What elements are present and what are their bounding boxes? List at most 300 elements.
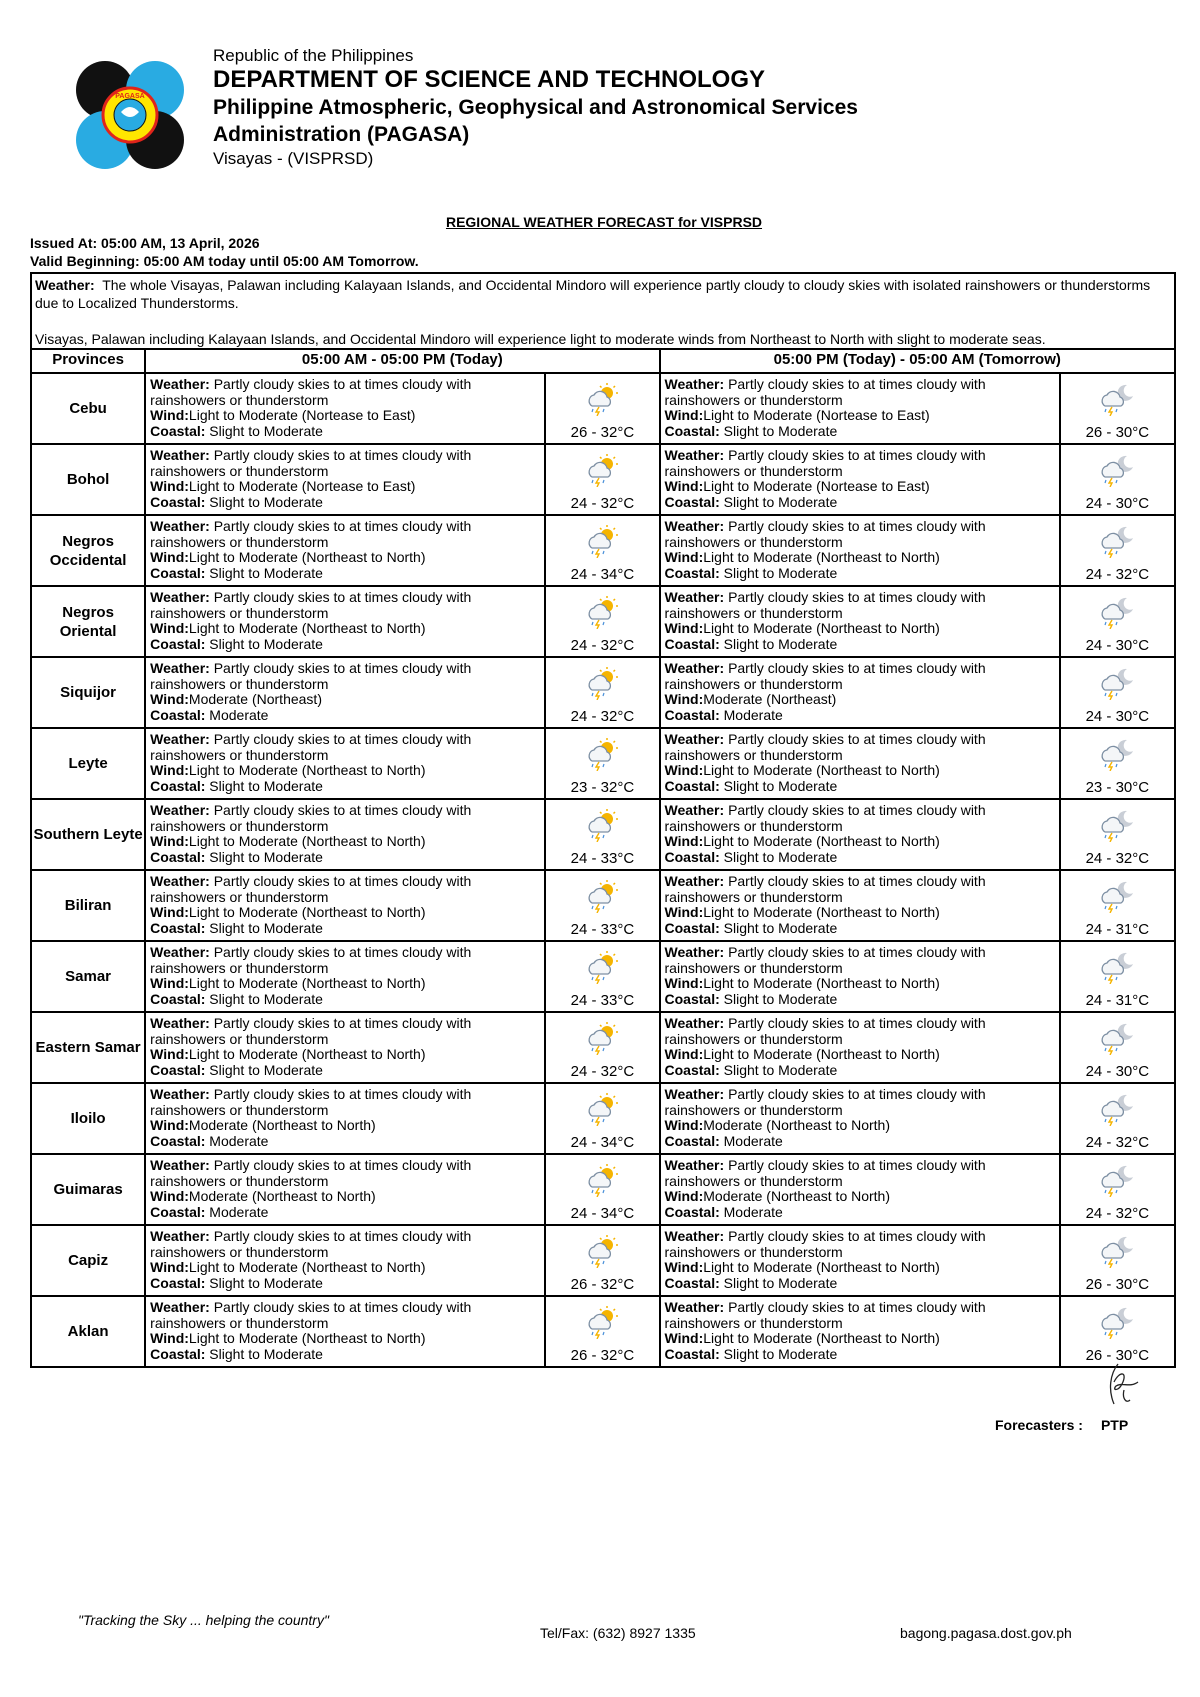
coastal-text: Moderate [209,1132,269,1149]
temp-tonight: 24 - 31°C [1085,992,1150,1009]
day-thunderstorm-icon [584,1021,620,1055]
coastal-label: Coastal: [664,777,720,794]
tonight-forecast [660,515,1060,586]
coastal-label: Coastal: [664,422,720,439]
tonight-icon-cell [1060,728,1175,799]
province-name: Negros Occidental [31,515,145,586]
wind-label: Wind: [150,549,189,565]
coastal-text: Slight to Moderate [209,1345,323,1362]
table-row [31,799,1175,870]
coastal-label: Coastal: [664,493,720,510]
night-thunderstorm-icon [1099,1021,1135,1055]
table-row [31,586,1175,657]
weather-text: Partly cloudy skies to at times cloudy with rainshowers or thunderstorm [150,873,472,905]
weather-label: Weather: [150,802,210,818]
forecaster-signature [1100,1360,1160,1410]
province-name: Eastern Samar [31,1012,145,1083]
coastal-label: Coastal: [664,564,720,581]
coastal-text: Slight to Moderate [723,564,838,581]
tonight-icon-cell [1060,586,1175,657]
night-thunderstorm-icon [1099,382,1135,416]
temp-tonight: 24 - 30°C [1085,495,1150,512]
weather-text: Partly cloudy skies to at times cloudy with rainshowers or thunderstorm [664,589,986,621]
region-line: Visayas - (VISPRSD) [213,149,374,168]
night-thunderstorm-icon [1099,808,1135,842]
coastal-text: Slight to Moderate [723,1345,838,1362]
today-icon-cell [545,870,659,941]
wind-label: Wind: [664,1259,704,1275]
coastal-text: Slight to Moderate [723,635,838,652]
wind-text: Moderate (Northeast to North) [188,1117,376,1133]
coastal-text: Slight to Moderate [209,1061,323,1078]
tonight-icon-cell [1060,1154,1175,1225]
today-icon-cell [545,373,659,444]
wind-text: Light to Moderate (Nortease to East) [703,407,930,423]
wind-text: Light to Moderate (Northeast to North) [703,1330,940,1346]
table-row [31,1154,1175,1225]
wind-text: Light to Moderate (Northeast to North) [703,904,940,920]
tonight-icon-cell [1060,1012,1175,1083]
footer-motto: "Tracking the Sky ... helping the country" [78,1612,329,1628]
weather-label: Weather: [150,376,210,392]
night-thunderstorm-icon [1099,1163,1135,1197]
table-row [31,515,1175,586]
province-name: Aklan [31,1296,145,1367]
weather-label: Weather: [664,1299,725,1315]
tonight-icon-cell [1060,373,1175,444]
table-row [31,373,1175,444]
table-row [31,941,1175,1012]
temp-today: 26 - 32°C [570,424,635,441]
today-icon-cell [545,728,659,799]
table-row [31,657,1175,728]
table-row [31,444,1175,515]
coastal-label: Coastal: [150,919,206,936]
weather-text: Partly cloudy skies to at times cloudy with rainshowers or thunderstorm [150,731,472,763]
wind-label: Wind: [664,975,704,991]
weather-label: Weather: [150,1299,210,1315]
tonight-forecast [660,586,1060,657]
col-provinces: Provinces [31,349,145,373]
coastal-text: Slight to Moderate [209,493,323,510]
night-thunderstorm-icon [1099,595,1135,629]
today-forecast [145,1083,545,1154]
weather-label: Weather: [664,944,725,960]
weather-text: Partly cloudy skies to at times cloudy with rainshowers or thunderstorm [150,1086,472,1118]
table-row [31,1012,1175,1083]
coastal-label: Coastal: [150,990,206,1007]
coastal-text: Moderate [723,706,783,723]
valid-beginning [30,252,419,270]
issued-value: 05:00 AM, 13 April, 2026 [101,235,260,251]
issued-at [30,234,419,252]
wind-text: Moderate (Northeast) [188,691,322,707]
province-name: Leyte [31,728,145,799]
tonight-icon-cell [1060,444,1175,515]
coastal-text: Slight to Moderate [209,564,323,581]
weather-label: Weather: [664,731,725,747]
day-thunderstorm-icon [584,1234,620,1268]
wind-text: Moderate (Northeast to North) [703,1188,891,1204]
weather-label: Weather: [664,802,725,818]
weather-label: Weather: [150,1157,210,1173]
temp-tonight: 24 - 32°C [1085,850,1150,867]
coastal-text: Slight to Moderate [723,493,838,510]
weather-label: Weather: [664,1157,725,1173]
coastal-label: Coastal: [150,493,206,510]
summary-paragraph-2: Visayas, Palawan including Kalayaan Islands, and Occidental Mindoro will experience light to moderate winds from Northeast to North with slight to moderate seas. [35,331,1046,347]
weather-label: Weather: [664,518,725,534]
weather-text: Partly cloudy skies to at times cloudy with rainshowers or thunderstorm [664,376,986,408]
today-forecast [145,444,545,515]
weather-summary [30,272,1176,348]
coastal-text: Slight to Moderate [723,422,838,439]
weather-text: Partly cloudy skies to at times cloudy with rainshowers or thunderstorm [150,589,472,621]
coastal-text: Moderate [723,1203,783,1220]
temp-today: 24 - 33°C [570,921,635,938]
today-forecast [145,799,545,870]
today-forecast [145,1296,545,1367]
weather-text: Partly cloudy skies to at times cloudy with rainshowers or thunderstorm [664,1157,986,1189]
night-thunderstorm-icon [1099,666,1135,700]
weather-text: Partly cloudy skies to at times cloudy with rainshowers or thunderstorm [664,447,986,479]
today-forecast [145,586,545,657]
wind-label: Wind: [664,833,704,849]
wind-label: Wind: [664,691,704,707]
weather-text: Partly cloudy skies to at times cloudy with rainshowers or thunderstorm [150,802,472,834]
today-icon-cell [545,1154,659,1225]
coastal-label: Coastal: [664,1061,720,1078]
today-icon-cell [545,1225,659,1296]
day-thunderstorm-icon [584,1092,620,1126]
weather-text: Partly cloudy skies to at times cloudy with rainshowers or thunderstorm [664,802,986,834]
day-thunderstorm-icon [584,737,620,771]
weather-text: Partly cloudy skies to at times cloudy with rainshowers or thunderstorm [664,1015,986,1047]
temp-today: 24 - 34°C [570,566,635,583]
table-row [31,1225,1175,1296]
wind-label: Wind: [664,762,704,778]
coastal-text: Slight to Moderate [723,1274,838,1291]
province-name: Negros Oriental [31,586,145,657]
coastal-label: Coastal: [150,1274,206,1291]
coastal-label: Coastal: [150,706,206,723]
wind-label: Wind: [150,762,189,778]
weather-text: Partly cloudy skies to at times cloudy with rainshowers or thunderstorm [150,447,472,479]
agency-name-line2: Administration (PAGASA) [213,123,470,146]
temp-tonight: 24 - 32°C [1085,1134,1150,1151]
valid-label: Valid Beginning: [30,253,140,269]
coastal-text: Slight to Moderate [209,848,323,865]
weather-text: Partly cloudy skies to at times cloudy with rainshowers or thunderstorm [664,731,986,763]
summary-paragraph-1 [35,276,1171,312]
issue-info [30,234,419,270]
coastal-label: Coastal: [150,848,206,865]
weather-label: Weather: [150,873,210,889]
wind-text: Moderate (Northeast to North) [703,1117,891,1133]
wind-text: Light to Moderate (Northeast to North) [188,975,426,991]
coastal-label: Coastal: [150,1203,206,1220]
coastal-text: Slight to Moderate [723,990,838,1007]
valid-value: 05:00 AM today until 05:00 AM Tomorrow. [143,253,419,269]
wind-text: Light to Moderate (Northeast to North) [188,549,426,565]
temp-today: 24 - 34°C [570,1205,635,1222]
coastal-text: Moderate [723,1132,783,1149]
today-forecast [145,1154,545,1225]
temp-tonight: 24 - 30°C [1085,708,1150,725]
wind-text: Light to Moderate (Northeast to North) [703,620,940,636]
weather-text: Partly cloudy skies to at times cloudy with rainshowers or thunderstorm [150,944,472,976]
weather-label: Weather: [150,589,210,605]
night-thunderstorm-icon [1099,1092,1135,1126]
tonight-forecast [660,1154,1060,1225]
temp-today: 24 - 33°C [570,992,635,1009]
night-thunderstorm-icon [1099,524,1135,558]
weather-label: Weather: [664,447,725,463]
wind-label: Wind: [150,1330,189,1346]
today-forecast [145,515,545,586]
weather-label: Weather: [664,1086,725,1102]
wind-text: Light to Moderate (Northeast to North) [188,1330,426,1346]
temp-today: 24 - 33°C [570,850,635,867]
forecast-title-text: REGIONAL WEATHER FORECAST for VISPRSD [445,214,763,230]
temp-today: 23 - 32°C [570,779,635,796]
table-header-row [31,349,1175,373]
wind-text: Light to Moderate (Northeast to North) [188,833,426,849]
tonight-icon-cell [1060,799,1175,870]
wind-text: Light to Moderate (Northeast to North) [188,904,426,920]
tonight-icon-cell [1060,870,1175,941]
day-thunderstorm-icon [584,808,620,842]
logo-lettering: PAGASA [115,93,145,100]
weather-text: Partly cloudy skies to at times cloudy with rainshowers or thunderstorm [150,1228,472,1260]
wind-label: Wind: [150,1188,189,1204]
today-icon-cell [545,1296,659,1367]
temp-tonight: 26 - 30°C [1085,424,1150,441]
summary-text-1: The whole Visayas, Palawan including Kalayaan Islands, and Occidental Mindoro will experience partly cloudy to cloudy skies with isolated rainshowers or thunderstorms due to Localized Thunderstorms. [35,277,1151,311]
day-thunderstorm-icon [584,382,620,416]
temp-today: 26 - 32°C [570,1276,635,1293]
today-forecast [145,728,545,799]
weather-label: Weather: [664,1228,725,1244]
temp-tonight: 26 - 30°C [1085,1347,1150,1364]
coastal-label: Coastal: [150,422,206,439]
province-name: Guimaras [31,1154,145,1225]
coastal-label: Coastal: [150,1132,206,1149]
coastal-label: Coastal: [150,564,206,581]
night-thunderstorm-icon [1099,453,1135,487]
coastal-label: Coastal: [664,1203,720,1220]
tonight-forecast [660,1296,1060,1367]
wind-text: Light to Moderate (Northeast to North) [703,1046,940,1062]
forecast-title [0,214,1200,230]
temp-tonight: 23 - 30°C [1085,779,1150,796]
forecast-table [30,348,1176,1368]
wind-label: Wind: [664,620,704,636]
wind-label: Wind: [150,904,189,920]
coastal-text: Moderate [209,706,269,723]
coastal-text: Slight to Moderate [723,777,838,794]
day-thunderstorm-icon [584,595,620,629]
coastal-label: Coastal: [664,706,720,723]
temp-tonight: 24 - 30°C [1085,637,1150,654]
day-thunderstorm-icon [584,453,620,487]
coastal-text: Slight to Moderate [209,990,323,1007]
night-thunderstorm-icon [1099,1234,1135,1268]
letterhead [75,46,975,186]
wind-text: Light to Moderate (Northeast to North) [703,1259,940,1275]
wind-text: Moderate (Northeast to North) [188,1188,376,1204]
weather-text: Partly cloudy skies to at times cloudy with rainshowers or thunderstorm [664,944,986,976]
weather-label: Weather: [150,1086,210,1102]
forecasters [995,1417,1128,1433]
wind-text: Light to Moderate (Northeast to North) [188,1046,426,1062]
weather-text: Partly cloudy skies to at times cloudy with rainshowers or thunderstorm [150,1299,472,1331]
wind-label: Wind: [150,620,189,636]
wind-text: Light to Moderate (Northeast to North) [703,549,940,565]
weather-text: Partly cloudy skies to at times cloudy with rainshowers or thunderstorm [150,1015,472,1047]
forecast-table-body [31,373,1175,1367]
col-tonight: 05:00 PM (Today) - 05:00 AM (Tomorrow) [660,349,1175,373]
tonight-forecast [660,941,1060,1012]
temp-today: 24 - 32°C [570,708,635,725]
coastal-label: Coastal: [664,848,720,865]
today-icon-cell [545,1083,659,1154]
coastal-text: Slight to Moderate [209,1274,323,1291]
coastal-text: Slight to Moderate [209,635,323,652]
wind-label: Wind: [150,1117,189,1133]
today-forecast [145,657,545,728]
weather-text: Partly cloudy skies to at times cloudy with rainshowers or thunderstorm [664,873,986,905]
province-name: Biliran [31,870,145,941]
department-name: DEPARTMENT OF SCIENCE AND TECHNOLOGY [213,66,766,93]
today-icon-cell [545,515,659,586]
province-name: Cebu [31,373,145,444]
wind-text: Light to Moderate (Nortease to East) [188,478,416,494]
wind-label: Wind: [150,691,189,707]
weather-label: Weather: [150,1228,210,1244]
today-forecast [145,373,545,444]
wind-label: Wind: [664,407,704,423]
wind-label: Wind: [664,1046,704,1062]
tonight-icon-cell [1060,1083,1175,1154]
today-icon-cell [545,1012,659,1083]
day-thunderstorm-icon [584,666,620,700]
weather-text: Partly cloudy skies to at times cloudy with rainshowers or thunderstorm [150,660,472,692]
temp-tonight: 24 - 31°C [1085,921,1150,938]
wind-label: Wind: [150,833,189,849]
wind-text: Light to Moderate (Nortease to East) [188,407,416,423]
night-thunderstorm-icon [1099,1305,1135,1339]
forecasters-label: Forecasters : [995,1417,1083,1433]
today-forecast [145,941,545,1012]
weather-label: Weather: [150,447,210,463]
agency-name-line1: Philippine Atmospheric, Geophysical and Astronomical Services [213,96,858,119]
day-thunderstorm-icon [584,879,620,913]
republic-line: Republic of the Philippines [213,46,414,65]
wind-label: Wind: [664,1188,704,1204]
province-name: Iloilo [31,1083,145,1154]
wind-label: Wind: [664,904,704,920]
weather-label: Weather: [150,944,210,960]
wind-label: Wind: [664,549,704,565]
weather-text: Partly cloudy skies to at times cloudy with rainshowers or thunderstorm [664,1086,986,1118]
today-icon-cell [545,586,659,657]
wind-label: Wind: [664,1330,704,1346]
coastal-text: Slight to Moderate [723,1061,838,1078]
day-thunderstorm-icon [584,1305,620,1339]
today-icon-cell [545,444,659,515]
temp-tonight: 26 - 30°C [1085,1276,1150,1293]
tonight-forecast [660,728,1060,799]
temp-today: 24 - 34°C [570,1134,635,1151]
coastal-label: Coastal: [664,990,720,1007]
wind-label: Wind: [150,975,189,991]
weather-label: Weather: [150,660,210,676]
today-icon-cell [545,799,659,870]
wind-text: Light to Moderate (Northeast to North) [188,620,426,636]
table-row [31,728,1175,799]
day-thunderstorm-icon [584,1163,620,1197]
pagasa-logo [75,60,185,170]
col-today: 05:00 AM - 05:00 PM (Today) [145,349,659,373]
temp-today: 24 - 32°C [570,637,635,654]
weather-label: Weather: [664,1015,725,1031]
temp-today: 24 - 32°C [570,1063,635,1080]
weather-label: Weather: [664,589,725,605]
tonight-forecast [660,1225,1060,1296]
tonight-forecast [660,1012,1060,1083]
wind-text: Light to Moderate (Northeast to North) [188,762,426,778]
night-thunderstorm-icon [1099,950,1135,984]
coastal-label: Coastal: [150,777,206,794]
coastal-label: Coastal: [664,1274,720,1291]
today-forecast [145,1225,545,1296]
weather-label: Weather: [664,873,725,889]
forecasters-value: PTP [1100,1417,1129,1433]
wind-text: Light to Moderate (Northeast to North) [703,975,940,991]
weather-label: Weather: [664,376,725,392]
night-thunderstorm-icon [1099,737,1135,771]
weather-text: Partly cloudy skies to at times cloudy with rainshowers or thunderstorm [664,1299,986,1331]
coastal-label: Coastal: [664,1345,720,1362]
wind-text: Light to Moderate (Northeast to North) [188,1259,426,1275]
weather-text: Partly cloudy skies to at times cloudy with rainshowers or thunderstorm [664,518,986,550]
today-icon-cell [545,941,659,1012]
today-forecast [145,1012,545,1083]
province-name: Samar [31,941,145,1012]
weather-text: Partly cloudy skies to at times cloudy with rainshowers or thunderstorm [664,1228,986,1260]
tonight-icon-cell [1060,515,1175,586]
coastal-text: Slight to Moderate [209,777,323,794]
wind-label: Wind: [150,478,189,494]
wind-text: Moderate (Northeast) [703,691,837,707]
tonight-icon-cell [1060,657,1175,728]
wind-label: Wind: [664,1117,704,1133]
footer-website: bagong.pagasa.dost.gov.ph [900,1625,1072,1641]
coastal-text: Slight to Moderate [723,919,838,936]
tonight-icon-cell [1060,1225,1175,1296]
coastal-text: Slight to Moderate [723,848,838,865]
temp-tonight: 24 - 32°C [1085,1205,1150,1222]
footer-telfax: Tel/Fax: (632) 8927 1335 [540,1625,696,1641]
province-name: Southern Leyte [31,799,145,870]
wind-text: Light to Moderate (Nortease to East) [703,478,930,494]
province-name: Bohol [31,444,145,515]
today-icon-cell [545,657,659,728]
wind-label: Wind: [664,478,704,494]
tonight-forecast [660,799,1060,870]
day-thunderstorm-icon [584,950,620,984]
